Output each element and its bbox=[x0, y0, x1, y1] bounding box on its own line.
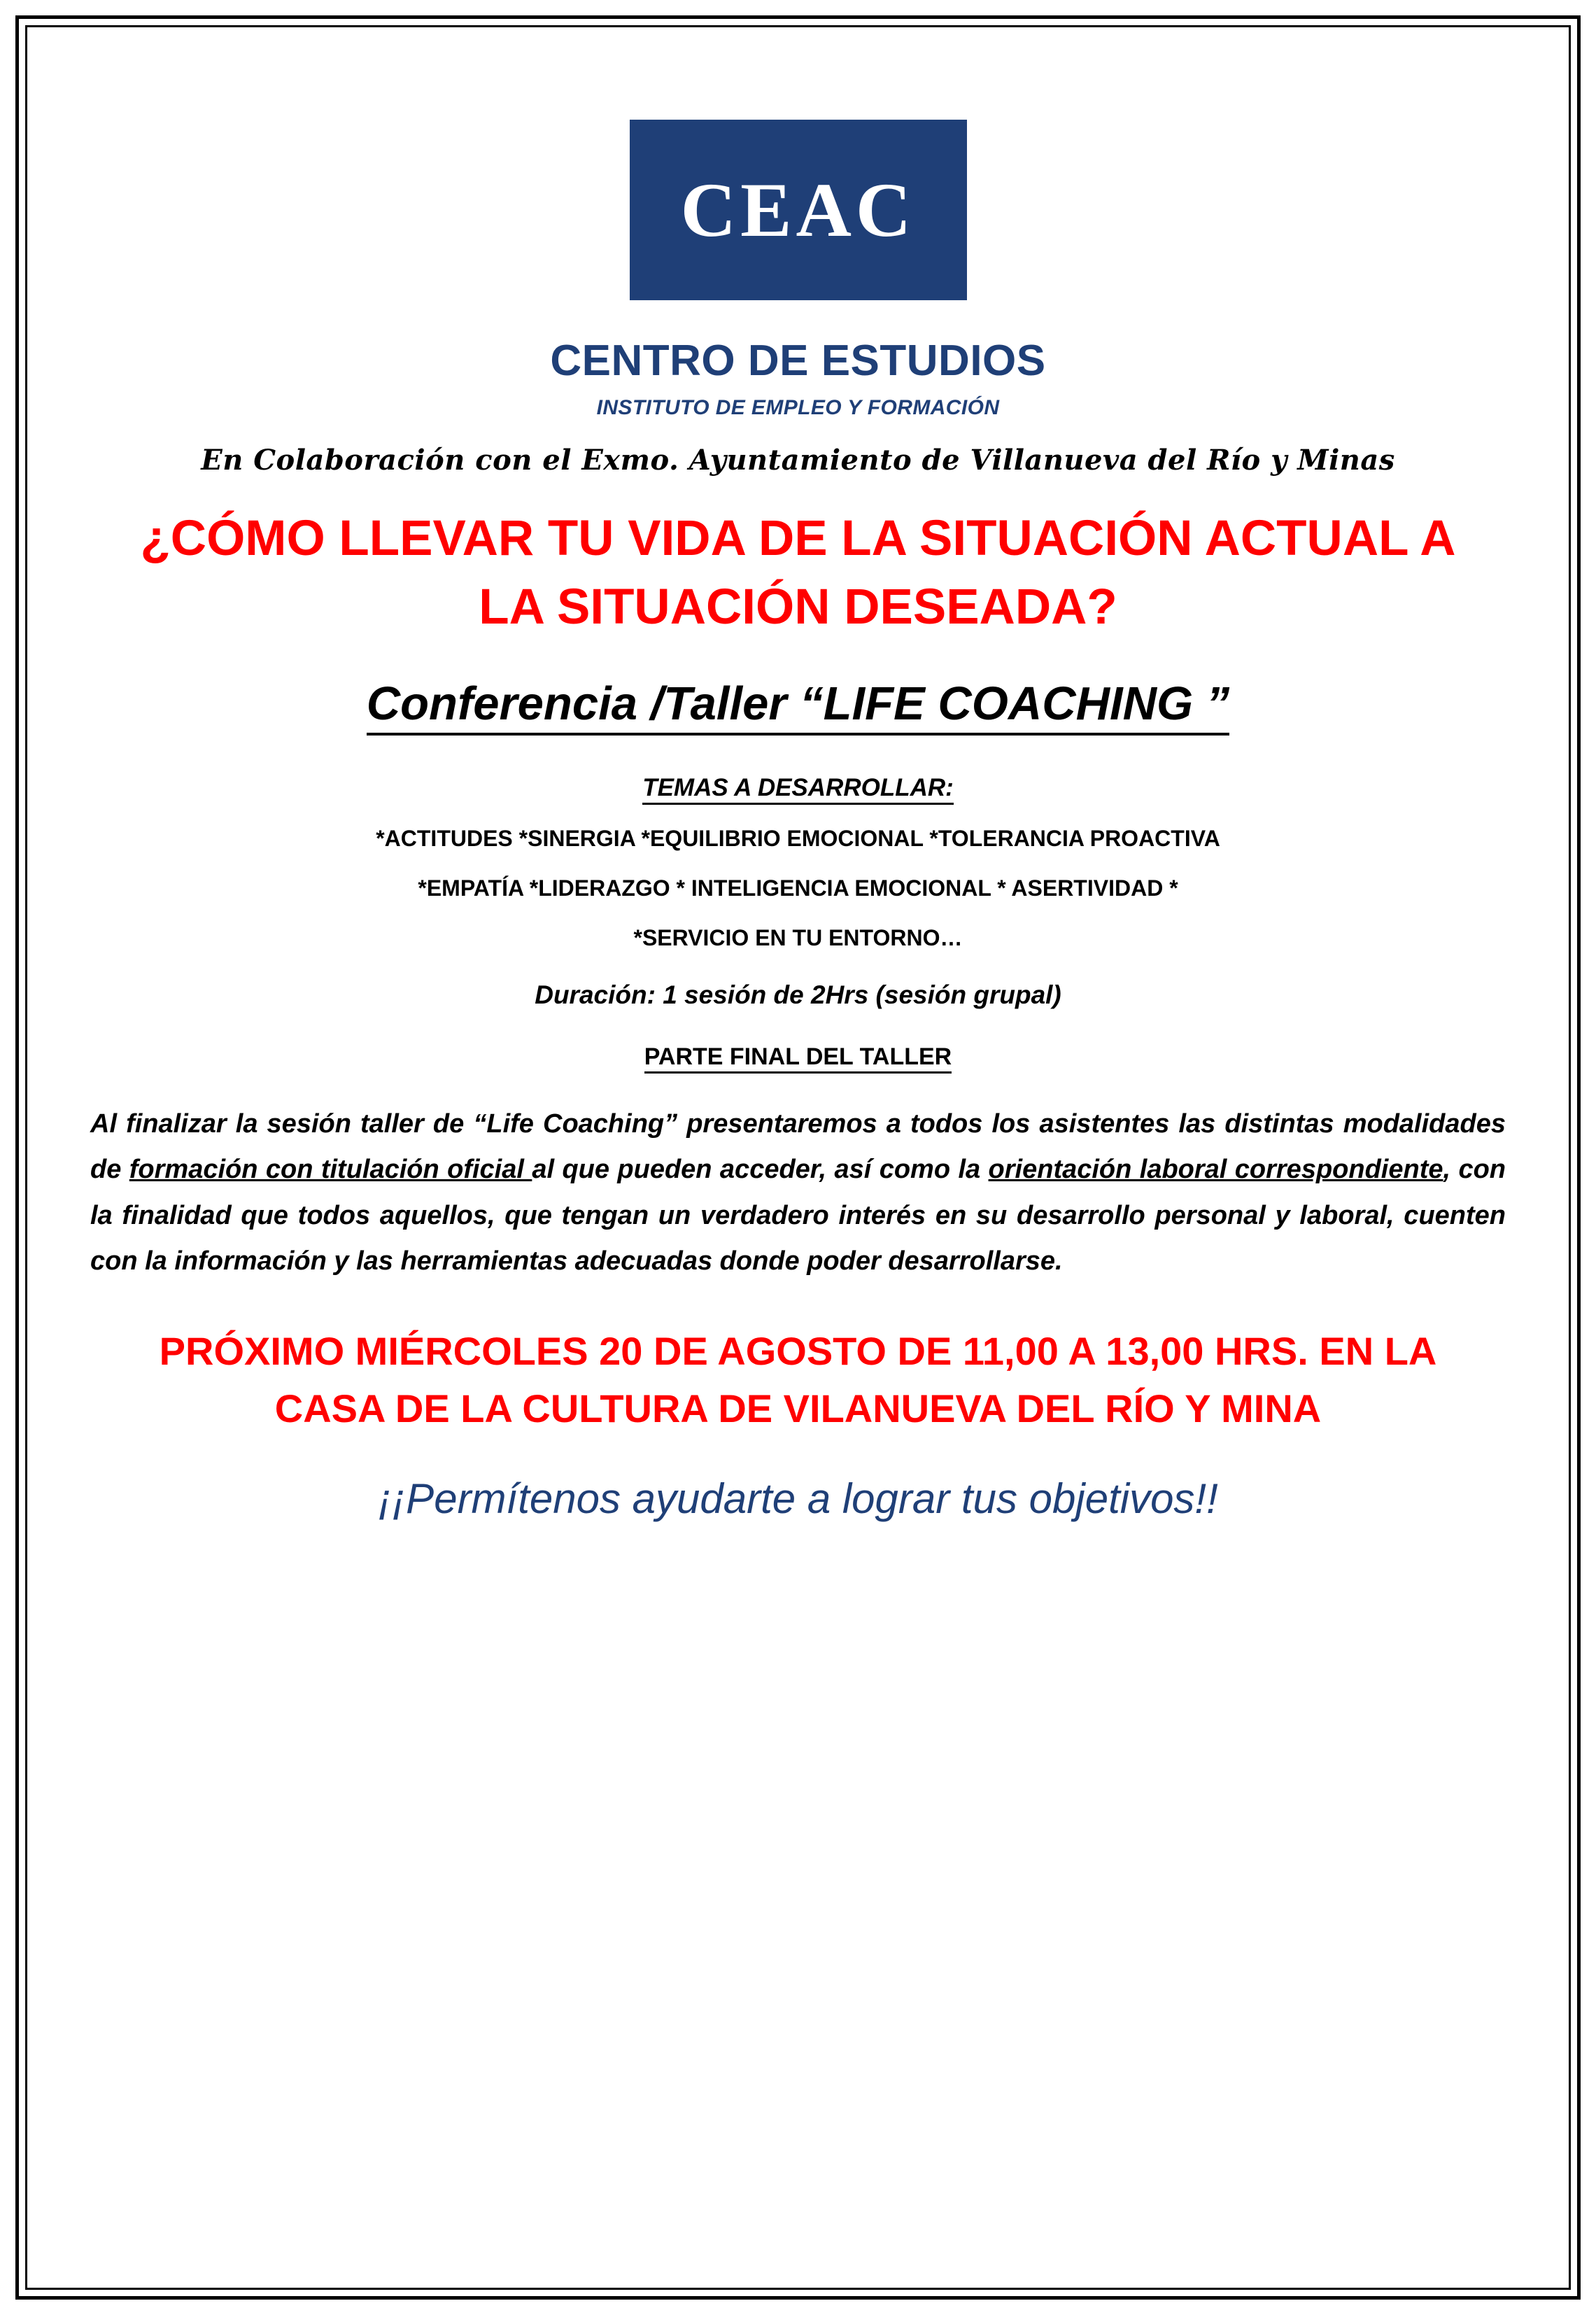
paragraph-underline-2: orientación laboral correspondiente bbox=[988, 1155, 1443, 1185]
final-part-paragraph bbox=[90, 1102, 1506, 1284]
page-border-outer bbox=[15, 15, 1581, 2300]
closing-message: ¡¡Permítenos ayudarte a lograr tus objetivos!! bbox=[378, 1475, 1218, 1523]
page-border-inner bbox=[25, 25, 1571, 2290]
topics-label bbox=[83, 774, 1513, 802]
topic-line: *ACTITUDES *SINERGIA *EQUILIBRIO EMOCIONAL *TOLERANCIA PROACTIVA bbox=[376, 826, 1220, 852]
paragraph-underline-1: formación con titulación oficial bbox=[129, 1155, 532, 1185]
organization-subtitle: INSTITUTO DE EMPLEO Y FORMACIÓN bbox=[596, 396, 1000, 420]
paragraph-segment-3: , con la finalidad que todos aquellos, que tengan un verdadero interés en su desarrollo personal y laboral, cuenten con la información y las herramientas adecuadas donde poder desarrollarse. bbox=[90, 1155, 1506, 1276]
topic-line: *SERVICIO EN TU ENTORNO… bbox=[633, 925, 963, 951]
conference-title-text: Conferencia /Taller “LIFE COACHING ” bbox=[367, 677, 1229, 736]
logo-container bbox=[83, 120, 1513, 304]
main-headline: ¿CÓMO LLEVAR TU VIDA DE LA SITUACIÓN ACTUAL A LA SITUACIÓN DESEADA? bbox=[140, 511, 1456, 635]
paragraph-segment-1: Al finalizar la sesión taller de “Life Coaching” presentaremos a todos los asistentes las distintas modalidades de bbox=[90, 1109, 1506, 1185]
conference-title bbox=[83, 677, 1513, 731]
organization-name: CENTRO DE ESTUDIOS bbox=[550, 337, 1046, 385]
duration-text: Duración: 1 sesión de 2Hrs (sesión grupal) bbox=[535, 980, 1061, 1010]
event-date-location: PRÓXIMO MIÉRCOLES 20 DE AGOSTO DE 11,00 A 13,00 HRS. EN LA CASA DE LA CULTURA DE VILANUEVA DEL RÍO Y MINA bbox=[159, 1328, 1437, 1431]
final-part-label-text: PARTE FINAL DEL TALLER bbox=[644, 1043, 952, 1074]
topic-line: *EMPATÍA *LIDERAZGO * INTELIGENCIA EMOCIONAL * ASERTIVIDAD * bbox=[418, 875, 1178, 901]
collaboration-line: En Colaboración con el Exmo. Ayuntamiento de Villanueva del Río y Minas bbox=[201, 444, 1395, 477]
ceac-logo-text: CEAC bbox=[680, 167, 916, 253]
final-part-label bbox=[83, 1043, 1513, 1071]
ceac-logo bbox=[630, 120, 967, 300]
topics-label-text: TEMAS A DESARROLLAR: bbox=[642, 774, 954, 805]
paragraph-segment-2: al que pueden acceder, así como la bbox=[532, 1155, 989, 1185]
